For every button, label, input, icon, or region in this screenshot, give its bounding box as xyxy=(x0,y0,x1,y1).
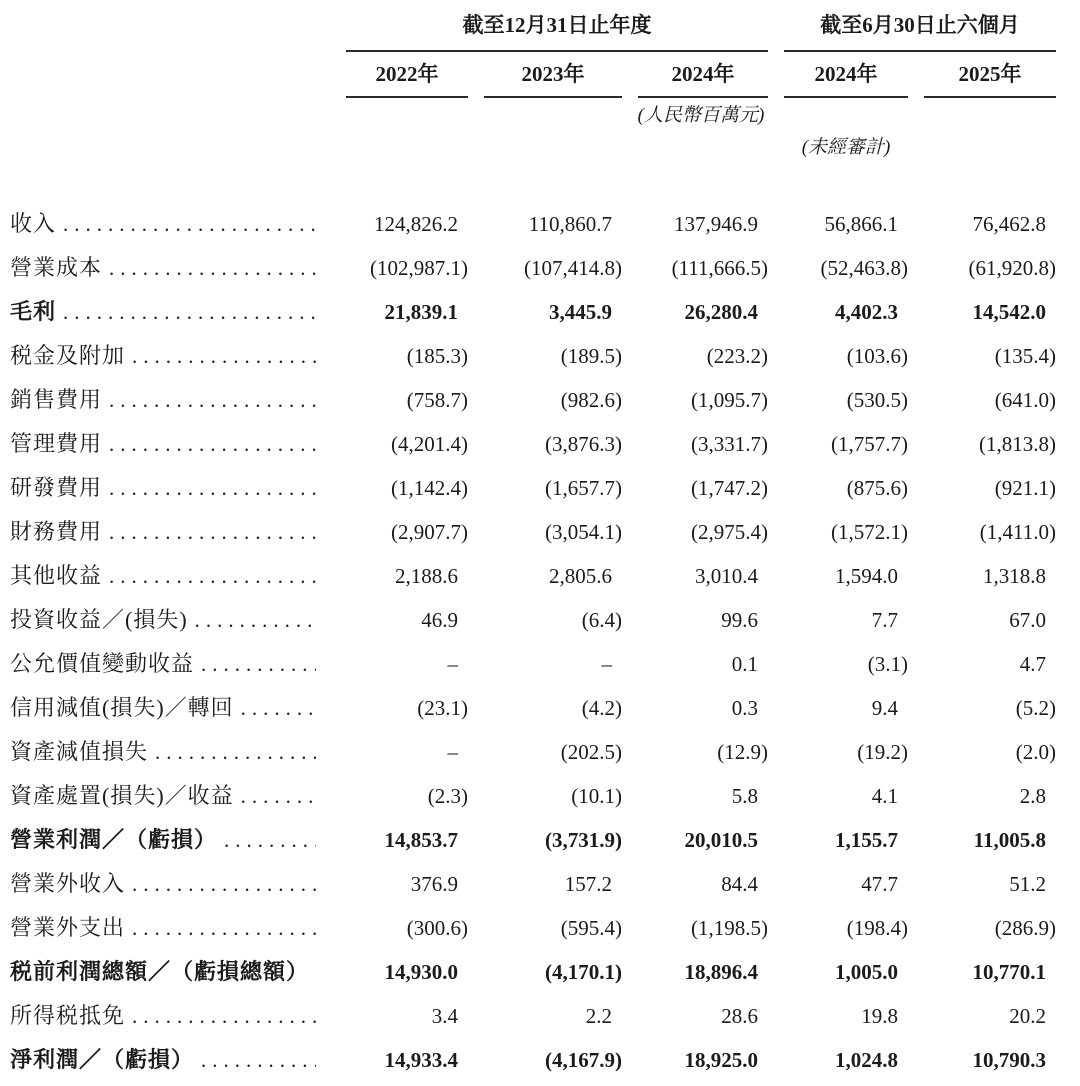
value-cell: (4,170.1) xyxy=(545,960,622,984)
dot-leader xyxy=(132,335,316,378)
value-cell: (3.1) xyxy=(867,652,909,676)
value-cell: (982.6) xyxy=(560,388,622,412)
period-group-row xyxy=(8,6,1056,52)
dot-leader xyxy=(195,599,316,642)
value-cell: (2,975.4) xyxy=(691,520,769,544)
value-cell: 51.2 xyxy=(1009,872,1047,896)
value-cell: (1,095.7) xyxy=(691,388,769,412)
table-row xyxy=(8,598,1056,642)
value-cell: 4.7 xyxy=(1019,652,1047,676)
value-cell: (300.6) xyxy=(406,916,468,940)
value-cell: (4,167.9) xyxy=(545,1048,622,1072)
value-cell: (223.2) xyxy=(706,344,769,368)
value-cell: (286.9) xyxy=(994,916,1057,940)
value-cell: (3,731.9) xyxy=(545,828,622,852)
value-cell: 26,280.4 xyxy=(684,300,759,324)
interim-period-label: 截至6月30日止六個月 xyxy=(784,12,1056,52)
value-cell: (530.5) xyxy=(846,388,909,412)
value-cell: 1,318.8 xyxy=(983,564,1047,588)
value-cell: 2,188.6 xyxy=(395,564,458,588)
value-cell: 1,024.8 xyxy=(835,1048,899,1072)
row-label-cell xyxy=(8,818,330,862)
table-row xyxy=(8,554,1056,598)
value-cell: 14,933.4 xyxy=(384,1048,458,1072)
table-row xyxy=(8,246,1056,290)
value-cell: (641.0) xyxy=(994,388,1057,412)
row-label: 研發費用 xyxy=(10,475,103,500)
value-cell: (52,463.8) xyxy=(820,256,909,280)
dot-leader xyxy=(132,863,316,906)
row-label-cell xyxy=(8,246,330,290)
row-label: 其他收益 xyxy=(10,563,103,588)
value-cell: 4.1 xyxy=(871,784,899,808)
year-header-2022: 2022年 xyxy=(330,52,468,98)
row-label: 營業外支出 xyxy=(10,915,126,940)
value-cell: 67.0 xyxy=(1009,608,1047,632)
value-cell: (23.1) xyxy=(417,696,468,720)
dot-leader xyxy=(224,819,316,862)
value-cell: 5.8 xyxy=(731,784,759,808)
value-cell: (111,666.5) xyxy=(671,256,769,280)
value-cell: (103.6) xyxy=(846,344,909,368)
value-cell: 18,896.4 xyxy=(684,960,759,984)
value-cell: 10,790.3 xyxy=(972,1048,1047,1072)
value-cell: (10.1) xyxy=(571,784,622,808)
dot-leader xyxy=(109,467,316,510)
value-cell: (4,201.4) xyxy=(391,432,468,456)
income-statement-table xyxy=(8,6,1056,1082)
value-cell: 56,866.1 xyxy=(824,212,899,236)
value-cell: (1,813.8) xyxy=(979,432,1057,456)
table-row xyxy=(8,466,1056,510)
annual-period-label: 截至12月31日止年度 xyxy=(346,12,768,52)
row-label: 資產處置(損失)／收益 xyxy=(10,783,234,808)
value-cell: 18,925.0 xyxy=(684,1048,759,1072)
value-cell: 2.2 xyxy=(585,1004,612,1028)
label-column-spacer xyxy=(8,52,330,98)
document-page xyxy=(0,6,1080,1086)
value-cell: 124,826.2 xyxy=(374,212,458,236)
unaudited-note: (未經審計) xyxy=(801,137,891,158)
value-cell: 0.1 xyxy=(731,652,759,676)
dot-leader xyxy=(109,379,316,422)
interim-period-group xyxy=(768,6,1056,52)
value-cell: (4.2) xyxy=(581,696,622,720)
table-row xyxy=(8,686,1056,730)
value-cell: (1,411.0) xyxy=(979,520,1057,544)
table-row xyxy=(8,334,1056,378)
value-cell: (102,987.1) xyxy=(370,256,468,280)
value-cell: 3,010.4 xyxy=(695,564,759,588)
dot-leader xyxy=(155,731,316,774)
value-cell: 4,402.3 xyxy=(835,300,899,324)
value-cell: 19.8 xyxy=(861,1004,899,1028)
value-cell: (2.0) xyxy=(1015,740,1057,764)
row-label-cell xyxy=(8,378,330,422)
value-cell: 99.6 xyxy=(721,608,759,632)
audit-note-cell xyxy=(768,130,908,162)
value-cell: (61,920.8) xyxy=(968,256,1057,280)
audit-note-row xyxy=(8,130,1056,162)
row-label: 投資收益／(損失) xyxy=(10,607,188,632)
value-cell: 11,005.8 xyxy=(973,828,1047,852)
dot-leader xyxy=(132,995,316,1038)
value-cell: (1,142.4) xyxy=(391,476,468,500)
table-row xyxy=(8,510,1056,554)
dot-leader xyxy=(109,247,316,290)
table-row xyxy=(8,1038,1056,1082)
value-cell: (185.3) xyxy=(406,344,468,368)
value-cell: 84.4 xyxy=(721,872,759,896)
value-cell: (1,657.7) xyxy=(545,476,622,500)
dot-leader xyxy=(109,423,316,466)
value-cell: (3,876.3) xyxy=(545,432,622,456)
table-row xyxy=(8,378,1056,422)
year-header-2024-interim: 2024年 xyxy=(768,52,908,98)
value-cell: 1,005.0 xyxy=(835,960,899,984)
unit-note-row xyxy=(8,98,1056,130)
value-cell: – xyxy=(601,652,612,676)
dot-leader xyxy=(201,1039,316,1082)
value-cell: 157.2 xyxy=(564,872,612,896)
row-label-cell xyxy=(8,334,330,378)
year-header-2023: 2023年 xyxy=(468,52,622,98)
row-label: 管理費用 xyxy=(10,431,103,456)
annual-period-group xyxy=(330,6,768,52)
label-column-spacer xyxy=(8,130,330,162)
table-row xyxy=(8,730,1056,774)
row-label-cell xyxy=(8,466,330,510)
table-row xyxy=(8,162,1056,246)
row-label-cell xyxy=(8,162,330,246)
dot-leader xyxy=(132,907,316,950)
table-row xyxy=(8,774,1056,818)
value-cell: – xyxy=(447,740,458,764)
value-cell: 46.9 xyxy=(421,608,458,632)
row-label-cell xyxy=(8,862,330,906)
value-cell: (3,054.1) xyxy=(545,520,622,544)
value-cell: 1,155.7 xyxy=(835,828,899,852)
table-row xyxy=(8,818,1056,862)
value-cell: (198.4) xyxy=(846,916,909,940)
value-cell: (758.7) xyxy=(406,388,468,412)
row-label-cell xyxy=(8,554,330,598)
row-label: 銷售費用 xyxy=(10,387,103,412)
row-label: 資產減值損失 xyxy=(10,739,149,764)
value-cell: 14,930.0 xyxy=(384,960,458,984)
value-cell: 20,010.5 xyxy=(684,828,759,852)
value-cell: 376.9 xyxy=(410,872,458,896)
value-cell: 1,594.0 xyxy=(835,564,899,588)
value-cell: 137,946.9 xyxy=(674,212,759,236)
value-cell: 3.4 xyxy=(431,1004,458,1028)
value-cell: (1,757.7) xyxy=(831,432,909,456)
year-header-2024: 2024年 xyxy=(622,52,768,98)
dot-leader xyxy=(109,555,316,598)
dot-leader xyxy=(63,291,316,334)
row-label: 税前利潤總額／（虧損總額） xyxy=(10,959,310,984)
row-label: 營業外收入 xyxy=(10,871,126,896)
row-label: 營業利潤／（虧損） xyxy=(10,827,218,852)
row-label: 公允價值變動收益 xyxy=(10,651,195,676)
dot-leader xyxy=(241,775,316,818)
table-row xyxy=(8,422,1056,466)
row-label: 淨利潤／（虧損） xyxy=(10,1047,195,1072)
value-cell: (2.3) xyxy=(427,784,468,808)
year-header-row xyxy=(8,52,1056,98)
row-label-cell xyxy=(8,950,330,994)
row-label-cell xyxy=(8,422,330,466)
row-label-cell xyxy=(8,906,330,950)
value-cell: (1,198.5) xyxy=(691,916,769,940)
row-label: 營業成本 xyxy=(10,255,103,280)
table-header xyxy=(8,6,1056,162)
value-cell: 20.2 xyxy=(1009,1004,1047,1028)
row-label: 收入 xyxy=(10,211,57,236)
row-label-cell xyxy=(8,642,330,686)
dot-leader xyxy=(201,643,316,686)
value-cell: (19.2) xyxy=(857,740,909,764)
value-cell: 28.6 xyxy=(721,1004,759,1028)
value-cell: (5.2) xyxy=(1015,696,1057,720)
row-label-cell xyxy=(8,994,330,1038)
dot-leader xyxy=(241,687,316,730)
value-cell: (6.4) xyxy=(581,608,622,632)
value-cell: (1,572.1) xyxy=(831,520,909,544)
dot-leader xyxy=(63,203,316,246)
row-label: 税金及附加 xyxy=(10,343,126,368)
value-cell: (3,331.7) xyxy=(691,432,769,456)
value-cell: (189.5) xyxy=(560,344,622,368)
table-row xyxy=(8,950,1056,994)
row-label: 信用減值(損失)／轉回 xyxy=(10,695,234,720)
row-label-cell xyxy=(8,290,330,334)
table-row xyxy=(8,642,1056,686)
value-cell: 3,445.9 xyxy=(549,300,612,324)
value-cell: 10,770.1 xyxy=(972,960,1047,984)
table-row xyxy=(8,906,1056,950)
value-cell: (875.6) xyxy=(846,476,909,500)
table-row xyxy=(8,290,1056,334)
label-column-spacer xyxy=(8,98,330,130)
value-cell: 14,542.0 xyxy=(972,300,1047,324)
row-label: 財務費用 xyxy=(10,519,103,544)
row-label: 所得税抵免 xyxy=(10,1003,126,1028)
value-cell: (595.4) xyxy=(560,916,622,940)
row-label: 毛利 xyxy=(10,299,57,324)
dot-leader xyxy=(109,511,316,554)
value-cell: 0.3 xyxy=(731,696,759,720)
table-row xyxy=(8,994,1056,1038)
currency-unit-note: (人民幣百萬元) xyxy=(637,105,765,126)
unit-note-cell xyxy=(330,98,1056,130)
value-cell: (107,414.8) xyxy=(524,256,622,280)
value-cell: 110,860.7 xyxy=(528,212,612,236)
value-cell: (12.9) xyxy=(717,740,769,764)
row-label-cell xyxy=(8,686,330,730)
value-cell: (202.5) xyxy=(560,740,622,764)
value-cell: 14,853.7 xyxy=(384,828,458,852)
row-label-cell xyxy=(8,510,330,554)
row-label-cell xyxy=(8,774,330,818)
table-row xyxy=(8,862,1056,906)
value-cell: 9.4 xyxy=(871,696,899,720)
value-cell: 2,805.6 xyxy=(549,564,612,588)
value-cell: (2,907.7) xyxy=(391,520,468,544)
value-cell: 76,462.8 xyxy=(972,212,1047,236)
year-header-2025-interim: 2025年 xyxy=(908,52,1056,98)
value-cell: 47.7 xyxy=(861,872,899,896)
label-column-spacer xyxy=(8,6,330,52)
value-cell: – xyxy=(447,652,458,676)
value-cell: 21,839.1 xyxy=(384,300,458,324)
table-rows xyxy=(8,162,1056,1082)
row-label-cell xyxy=(8,1038,330,1082)
value-cell: (921.1) xyxy=(994,476,1057,500)
row-label-cell xyxy=(8,730,330,774)
row-label-cell xyxy=(8,598,330,642)
value-cell: (135.4) xyxy=(994,344,1057,368)
value-cell: 2.8 xyxy=(1019,784,1047,808)
value-cell: 7.7 xyxy=(871,608,899,632)
value-cell: (1,747.2) xyxy=(691,476,769,500)
